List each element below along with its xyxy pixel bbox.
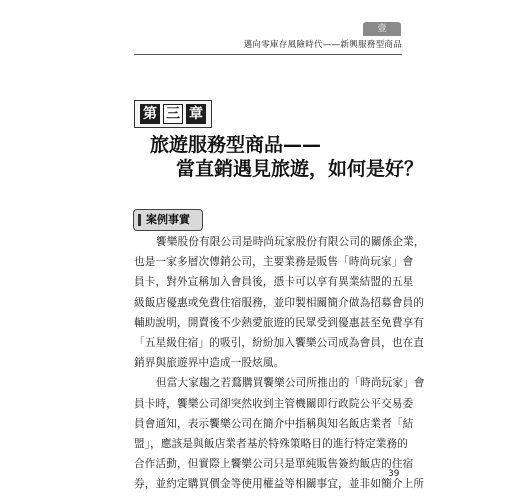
chapter-tab: 壹 <box>363 22 401 36</box>
chapter-title-line-2: 當直銷遇見旅遊，如何是好？ <box>176 158 424 180</box>
body-line: 銷界與旅遊界中造成一股炫風。 <box>134 357 285 370</box>
body-line: 「五星級住宿」的吸引，紛紛加入饗樂公司成為會員，也在直 <box>134 336 425 349</box>
section-heading: 案例事實 <box>133 209 203 231</box>
page-number: 39 <box>388 469 400 479</box>
body-line: 也是一家多層次傳銷公司，主要業務是販售「時尚玩家」會 <box>134 256 414 269</box>
body-line: 輔助說明，開賣後不少熱愛旅遊的民眾受到優惠甚至免費享有 <box>134 316 425 329</box>
body-line: 員會通知，表示饗樂公司在簡介中指稱與知名飯店業者「結 <box>134 417 414 430</box>
body-text <box>134 232 425 494</box>
body-line: 饗樂股份有限公司是時尚玩家股份有限公司的關係企業， <box>156 236 425 248</box>
chapter-number-box <box>134 100 212 128</box>
body-line: 合作活動，但實際上饗樂公司只是單純販售簽約飯店的住宿 <box>134 458 414 471</box>
chapter-char-2: 三 <box>163 104 183 124</box>
chapter-char-1: 第 <box>140 104 160 124</box>
body-line: 級飯店優惠或免費住宿服務，並印製相關簡介做為招募會員的 <box>134 296 425 309</box>
body-line: 盟」，應該是與飯店業者基於特殊策略目的進行特定業務的 <box>134 437 409 450</box>
body-line: 但當大家趨之若鶩購買饗樂公司所推出的「時尚玩家」會 <box>156 377 425 390</box>
running-header-title: 邁向零庫存風險時代——新興服務型商品 <box>243 40 402 50</box>
chapter-char-3: 章 <box>186 104 206 124</box>
body-line: 員卡時，饗樂公司卻突然收到主管機關即行政院公平交易委 <box>134 397 414 410</box>
header-divider <box>134 54 402 55</box>
body-line: 員卡，對外宣稱加入會員後，憑卡可以享有異業結盟的五星 <box>134 276 414 289</box>
body-line: 券，並約定購買價金等使用權益等相關事宜，並非如簡介上所 <box>134 478 425 491</box>
chapter-title-line-1: 旅遊服務型商品—— <box>150 134 322 156</box>
